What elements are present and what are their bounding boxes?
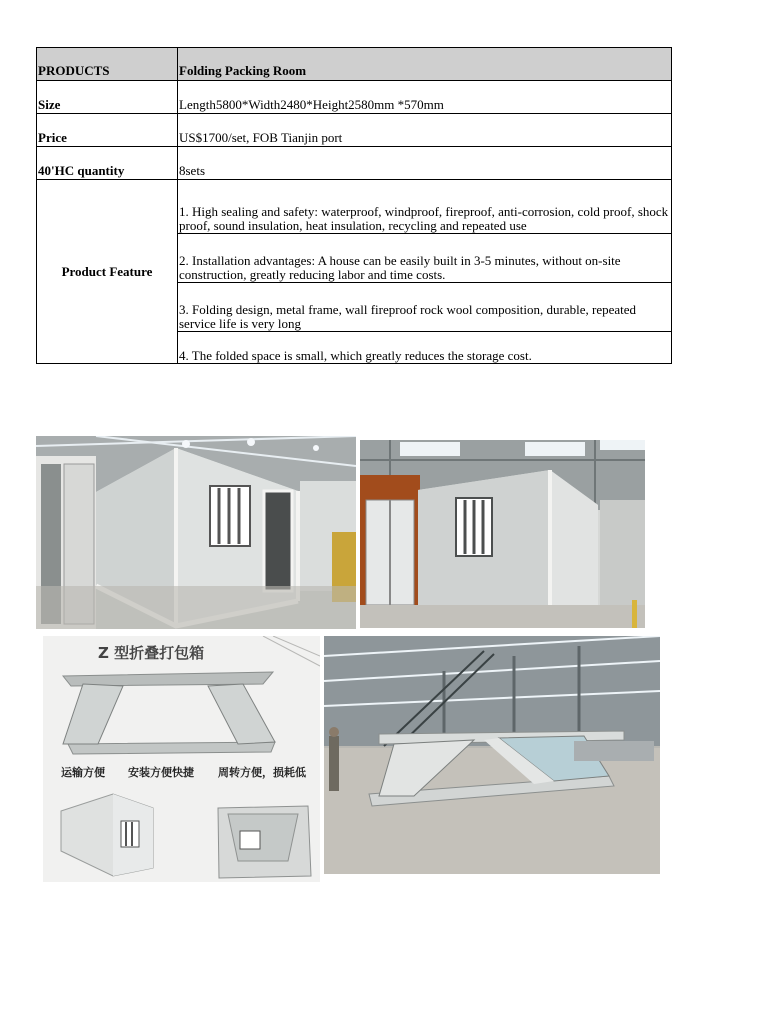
- product-spec-table: [36, 47, 672, 364]
- table-header-row: [37, 48, 672, 81]
- feature-1: 1. High sealing and safety: waterproof, windproof, fireproof, anti-corrosion, cold proof, shock proof, sound insulation, heat insulation, recycling and repeated use: [178, 180, 672, 234]
- feature-4: 4. The folded space is small, which greatly reduces the storage cost.: [178, 332, 672, 364]
- header-label: PRODUCTS: [37, 48, 178, 81]
- product-feature-label: Product Feature: [37, 180, 178, 364]
- diagram-title: Z 型折叠打包箱: [98, 644, 205, 662]
- feature-3: 3. Folding design, metal frame, wall fireproof rock wool composition, durable, repeated service life is very long: [178, 283, 672, 332]
- quantity-label: 40'HC quantity: [37, 147, 178, 180]
- feature-2: 2. Installation advantages: A house can be easily built in 3-5 minutes, without on-site construction, greatly reducing labor and time costs.: [178, 234, 672, 283]
- price-label: Price: [37, 114, 178, 147]
- header-value: Folding Packing Room: [178, 48, 672, 81]
- table-row: [37, 114, 672, 147]
- table-row: [37, 147, 672, 180]
- price-value: US$1700/set, FOB Tianjin port: [178, 114, 672, 147]
- caption-install: 安装方便快捷: [128, 766, 194, 779]
- container-photo-window: [360, 440, 645, 628]
- quantity-value: 8sets: [178, 147, 672, 180]
- size-label: Size: [37, 81, 178, 114]
- size-value: Length5800*Width2480*Height2580mm *570mm: [178, 81, 672, 114]
- table-row: [37, 81, 672, 114]
- folding-diagram-photo: [43, 636, 320, 882]
- caption-turnover: 周转方便，损耗低: [218, 766, 306, 779]
- feature-row: [37, 180, 672, 234]
- container-photo-door: [36, 436, 356, 629]
- folded-container-warehouse-photo: [324, 636, 660, 874]
- caption-transport: 运输方便: [61, 766, 105, 779]
